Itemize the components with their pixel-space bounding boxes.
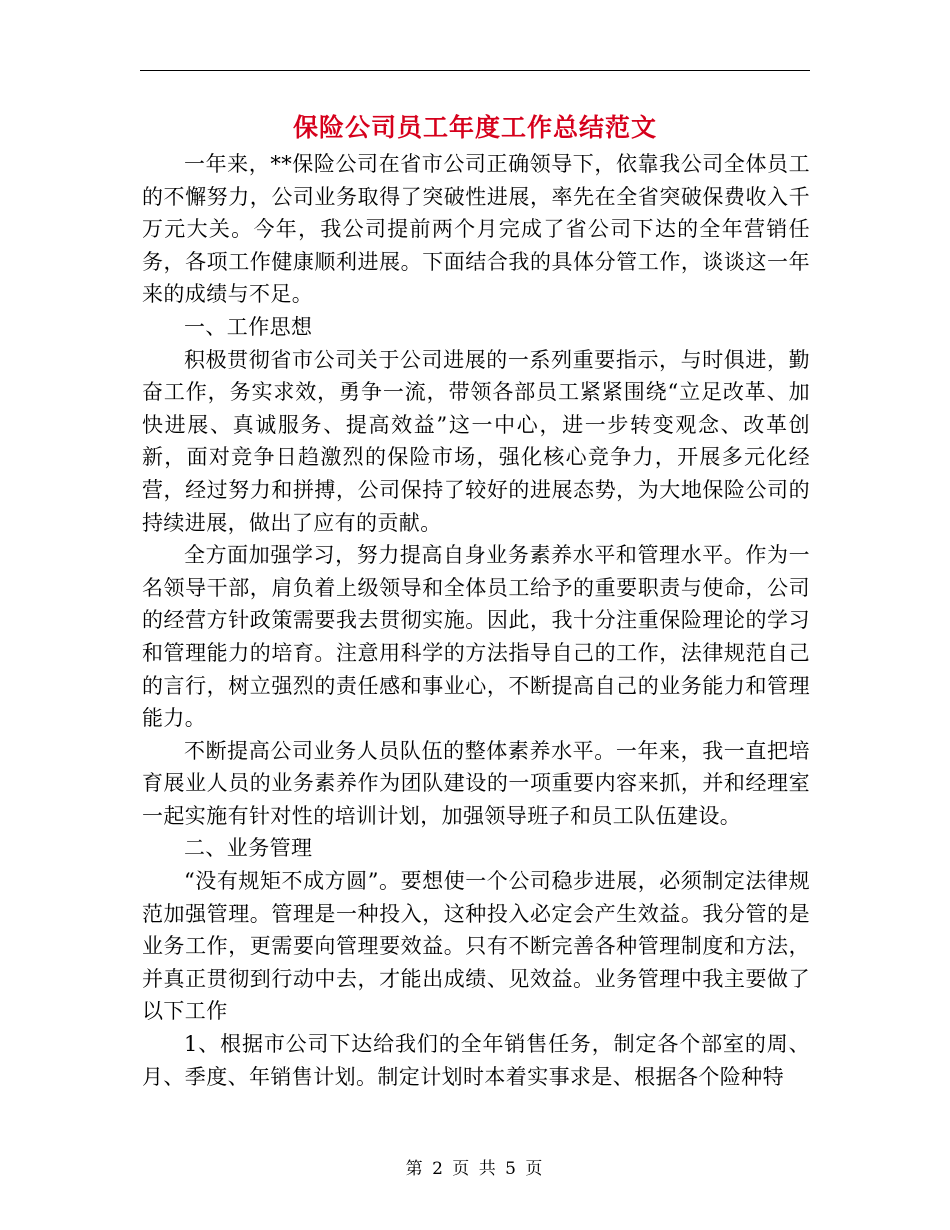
paragraph-intro: 一年来，**保险公司在省市公司正确领导下，依靠我公司全体员工的不懈努力，公司业务取得了突破性进展，率先在全省突破保费收入千万元大关。今年，我公司提前两个月完成了省公司下达的全年营销任务，各项工作健康顺利进展。下面结合我的具体分管工作，谈谈这一年来的成绩与不足。 (142, 152, 810, 307)
paragraph-rules: “没有规矩不成方圆”。要想使一个公司稳步进展，必须制定法律规范加强管理。管理是一种投入，这种投入必定会产生效益。我分管的是业务工作，更需要向管理要效益。只有不断完善各种管理制度和方法，并真正贯彻到行动中去，才能出成绩、见效益。业务管理中我主要做了以下工作 (142, 869, 810, 1024)
page-footer: 第 2 页 共 5 页 (405, 1159, 545, 1179)
paragraph-team: 不断提高公司业务人员队伍的整体素养水平。一年来，我一直把培育展业人员的业务素养作为团队建设的一项重要内容来抓，并和经理室一起实施有针对性的培训计划，加强领导班子和员工队伍建设。 (142, 738, 810, 828)
document-body (142, 148, 810, 1093)
header-rule (140, 70, 810, 71)
paragraph-work-thought: 积极贯彻省市公司关于公司进展的一系列重要指示，与时俱进，勤奋工作，务实求效，勇争一流，带领各部员工紧紧围绕“立足改革、加快进展、真诚服务、提高效益”这一中心，进一步转变观念、改革创新，面对竞争日趋激烈的保险市场，强化核心竞争力，开展多元化经营，经过努力和拼搏，公司保持了较好的进展态势，为大地保险公司的持续进展，做出了应有的贡献。 (142, 347, 810, 535)
section-heading-business-management: 二、业务管理 (184, 836, 313, 861)
paragraph-item-1: 1、根据市公司下达给我们的全年销售任务，制定各个部室的周、月、季度、年销售计划。制定计划时本着实事求是、根据各个险种特 (142, 1032, 810, 1089)
document-title: 保险公司员工年度工作总结范文 (292, 113, 657, 142)
paragraph-study: 全方面加强学习，努力提高自身业务素养水平和管理水平。作为一名领导干部，肩负着上级领导和全体员工给予的重要职责与使命，公司的经营方针政策需要我去贯彻实施。因此，我十分注重保险理论的学习和管理能力的培育。注意用科学的方法指导自己的工作，法律规范自己的言行，树立强烈的责任感和事业心，不断提高自己的业务能力和管理能力。 (142, 543, 810, 731)
section-heading-work-thought: 一、工作思想 (184, 314, 313, 339)
